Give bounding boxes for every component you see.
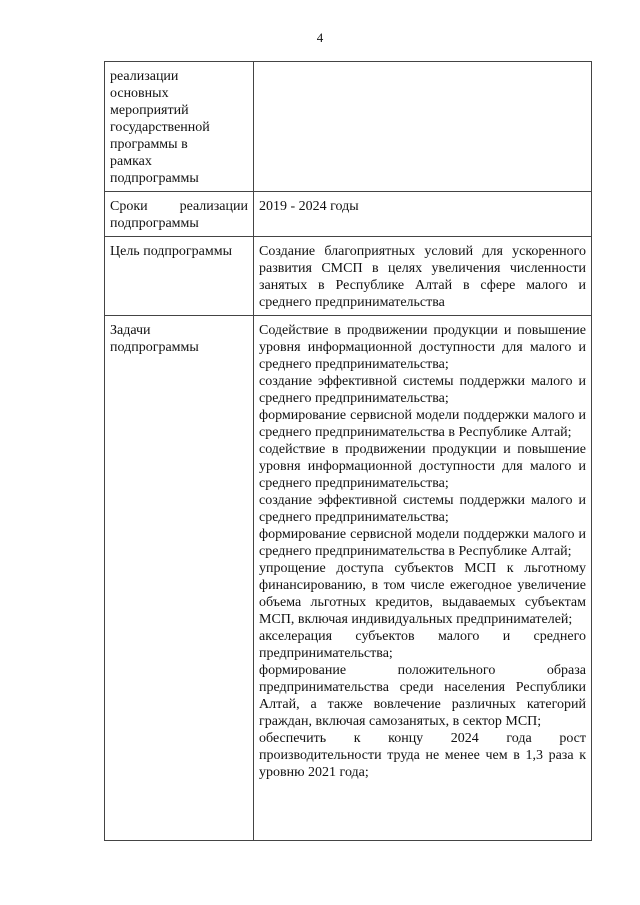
row-label-cell	[105, 316, 254, 841]
subprogram-passport-table	[104, 61, 592, 841]
table-row-implementation	[105, 62, 592, 192]
task-item: Содействие в продвижении продукции и повышение уровня информационной доступности для малого и среднего предпринимательства;	[259, 323, 586, 372]
task-item: акселерация субъектов малого и среднего предпринимательства;	[259, 629, 586, 661]
row-value-cell	[254, 192, 592, 237]
row-label-cell	[105, 62, 254, 192]
row-label-cell	[105, 237, 254, 316]
page-number: 4	[316, 30, 324, 45]
row-label-goal: Цель подпрограммы	[110, 244, 232, 259]
row-label-tasks: Задачи подпрограммы	[110, 323, 199, 355]
task-item: формирование сервисной модели поддержки малого и среднего предпринимательства в Республике Алтай;	[259, 408, 586, 440]
row-value-cell	[254, 62, 592, 192]
task-item: обеспечить к концу 2024 года рост производительности труда не менее чем в 1,3 раза к уровню 2021 года;	[259, 731, 586, 780]
table-row-tasks	[105, 316, 592, 841]
row-label-terms: Сроки реализации подпрограммы	[110, 199, 248, 231]
task-item: формирование положительного образа предпринимательства среди населения Республики Алтай, а также вовлечение различных категорий граждан, включая самозанятых, в сектор МСП;	[259, 663, 586, 729]
row-value-goal: Создание благоприятных условий для ускоренного развития СМСП в целях увеличения численности занятых в Республике Алтай в сфере малого и среднего предпринимательства	[259, 244, 586, 310]
task-item: создание эффективной системы поддержки малого и среднего предпринимательства;	[259, 374, 586, 406]
task-item: содействие в продвижении продукции и повышение уровня информационной доступности для малого и среднего предпринимательства;	[259, 442, 586, 491]
row-label-cell	[105, 192, 254, 237]
row-value-cell	[254, 237, 592, 316]
row-value-cell	[254, 316, 592, 841]
table-row-terms	[105, 192, 592, 237]
task-item: создание эффективной системы поддержки малого и среднего предпринимательства;	[259, 493, 586, 525]
row-label-implementation: реализации основных мероприятий государственной программы в рамках подпрограммы	[110, 69, 210, 186]
task-item: упрощение доступа субъектов МСП к льготному финансированию, в том числе ежегодное увеличение объема льготных кредитов, выдаваемых субъектам МСП, включая индивидуальных предпринимателей;	[259, 561, 586, 627]
table-row-goal	[105, 237, 592, 316]
row-value-terms: 2019 - 2024 годы	[259, 199, 359, 214]
task-item: формирование сервисной модели поддержки малого и среднего предпринимательства в Республике Алтай;	[259, 527, 586, 559]
